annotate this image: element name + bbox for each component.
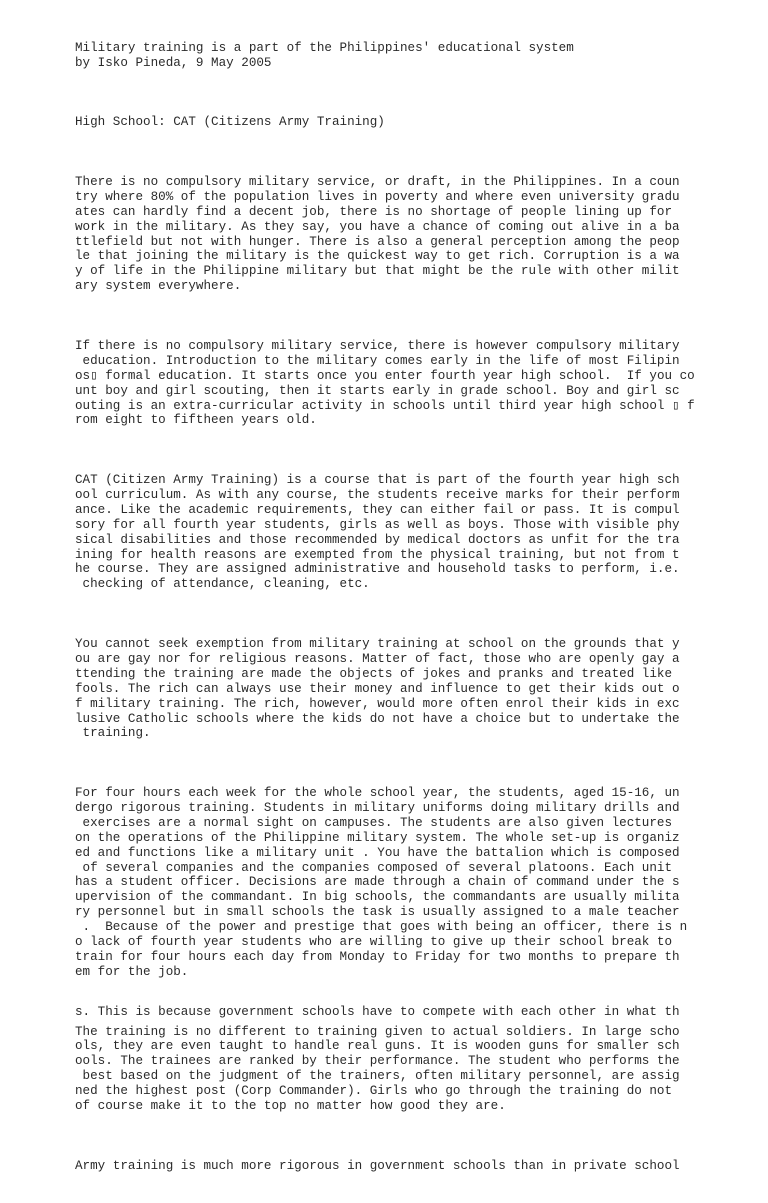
subtitle-line: High School: CAT (Citizens Army Training) — [75, 115, 385, 130]
text-line: has a student officer. Decisions are made through a chain of command under the s — [75, 875, 680, 890]
text-line: exercises are a normal sight on campuses. The students are also given lectures — [75, 815, 673, 830]
text-line: unt boy and girl scouting, then it starts early in grade school. Boy and girl sc — [75, 383, 680, 398]
text-line: If there is no compulsory military service, there is however compulsory military — [75, 338, 680, 353]
document-header — [75, 41, 715, 71]
header-line: Military training is a part of the Philippines' educational system — [75, 40, 574, 55]
text-line: Army training is much more rigorous in government schools than in private school — [75, 1158, 680, 1173]
text-line: ttending the training are made the objects of jokes and pranks and treated like — [75, 666, 673, 681]
text-line: of course make it to the top no matter how good they are. — [75, 1099, 506, 1114]
paragraph-1 — [75, 175, 715, 294]
text-line: ance. Like the academic requirements, they can either fail or pass. It is compul — [75, 502, 680, 517]
text-line: em for the job. — [75, 964, 189, 979]
text-line: upervision of the commandant. In big schools, the commandants are usually milita — [75, 890, 680, 905]
text-line: education. Introduction to the military comes early in the life of most Filipin — [75, 353, 680, 368]
text-line: ols, they are even taught to handle real guns. It is wooden guns for smaller sch — [75, 1039, 680, 1054]
text-line: rom eight to fiftheen years old. — [75, 413, 317, 428]
paragraph-4 — [75, 637, 715, 741]
text-line: os▯ formal education. It starts once you enter fourth year high school. If you co — [75, 368, 695, 383]
text-line: dergo rigorous training. Students in military uniforms doing military drills and — [75, 800, 680, 815]
text-line: ool curriculum. As with any course, the students receive marks for their perform — [75, 487, 680, 502]
text-line: train for four hours each day from Monday to Friday for two months to prepare th — [75, 950, 680, 964]
header-line: by Isko Pineda, 9 May 2005 — [75, 55, 272, 70]
text-line: ned the highest post (Corp Commander). Girls who go through the training do not — [75, 1084, 673, 1099]
text-line: ining for health reasons are exempted from the physical training, but not from t — [75, 547, 680, 562]
document-body — [75, 11, 715, 1203]
text-line: checking of attendance, cleaning, etc. — [75, 577, 370, 592]
text-line: ed and functions like a military unit . You have the battalion which is composed — [75, 845, 680, 860]
text-line: CAT (Citizen Army Training) is a course that is part of the fourth year high sch — [75, 473, 680, 488]
text-line: ou are gay nor for religious reasons. Matter of fact, those who are openly gay a — [75, 651, 680, 666]
text-line: o lack of fourth year students who are willing to give up their school break to — [75, 935, 673, 950]
text-line: le that joining the military is the quickest way to get rich. Corruption is a wa — [75, 249, 680, 264]
text-line: he course. They are assigned administrative and household tasks to perform, i.e. — [75, 562, 680, 577]
text-line: y of life in the Philippine military but that might be the rule with other milit — [75, 264, 680, 279]
text-line: ry personnel but in small schools the task is usually assigned to a male teacher — [75, 905, 680, 920]
text-line: ates can hardly find a decent job, there is no shortage of people lining up for — [75, 204, 673, 219]
text-line: on the operations of the Philippine military system. The whole set-up is organiz — [75, 830, 680, 845]
text-line: of several companies and the companies composed of several platoons. Each unit — [75, 860, 673, 875]
text-line: outing is an extra-curricular activity in schools until third year high school ▯ f — [75, 398, 695, 413]
text-line: sory for all fourth year students, girls as well as boys. Those with visible phy — [75, 517, 680, 532]
text-line: ary system everywhere. — [75, 279, 242, 294]
paragraph-5 — [75, 786, 715, 980]
text-line: f military training. The rich, however, would more often enrol their kids in exc — [75, 696, 680, 711]
text-line: fools. The rich can always use their money and influence to get their kids out o — [75, 681, 680, 696]
text-line: There is no compulsory military service, or draft, in the Philippines. In a coun — [75, 174, 680, 189]
text-line: ools. The trainees are ranked by their performance. The student who performs the — [75, 1054, 680, 1069]
text-line: best based on the judgment of the trainers, often military personnel, are assig — [75, 1069, 680, 1084]
paragraph-7 — [75, 1159, 715, 1174]
text-line: try where 80% of the population lives in poverty and where even university gradu — [75, 189, 680, 204]
text-line: training. — [75, 726, 151, 741]
text-line: For four hours each week for the whole school year, the students, aged 15-16, un — [75, 786, 680, 801]
section-subtitle — [75, 115, 715, 130]
text-line: ttlefield but not with hunger. There is also a general perception among the peop — [75, 234, 680, 249]
text-line: . Because of the power and prestige that goes with being an officer, there is n — [75, 920, 688, 935]
continuation-line: s. This is because government schools have to compete with each other in what th — [75, 1005, 680, 1019]
paragraph-3 — [75, 473, 715, 592]
text-line: lusive Catholic schools where the kids do not have a choice but to undertake the — [75, 711, 680, 726]
text-line: sical disabilities and those recommended by medical doctors as unfit for the tra — [75, 532, 680, 547]
text-line: You cannot seek exemption from military training at school on the grounds that y — [75, 636, 680, 651]
text-line: The training is no different to training given to actual soldiers. In large scho — [75, 1024, 680, 1039]
paragraph-6 — [75, 1025, 715, 1114]
paragraph-2 — [75, 339, 715, 428]
text-line: work in the military. As they say, you have a chance of coming out alive in a ba — [75, 219, 680, 234]
